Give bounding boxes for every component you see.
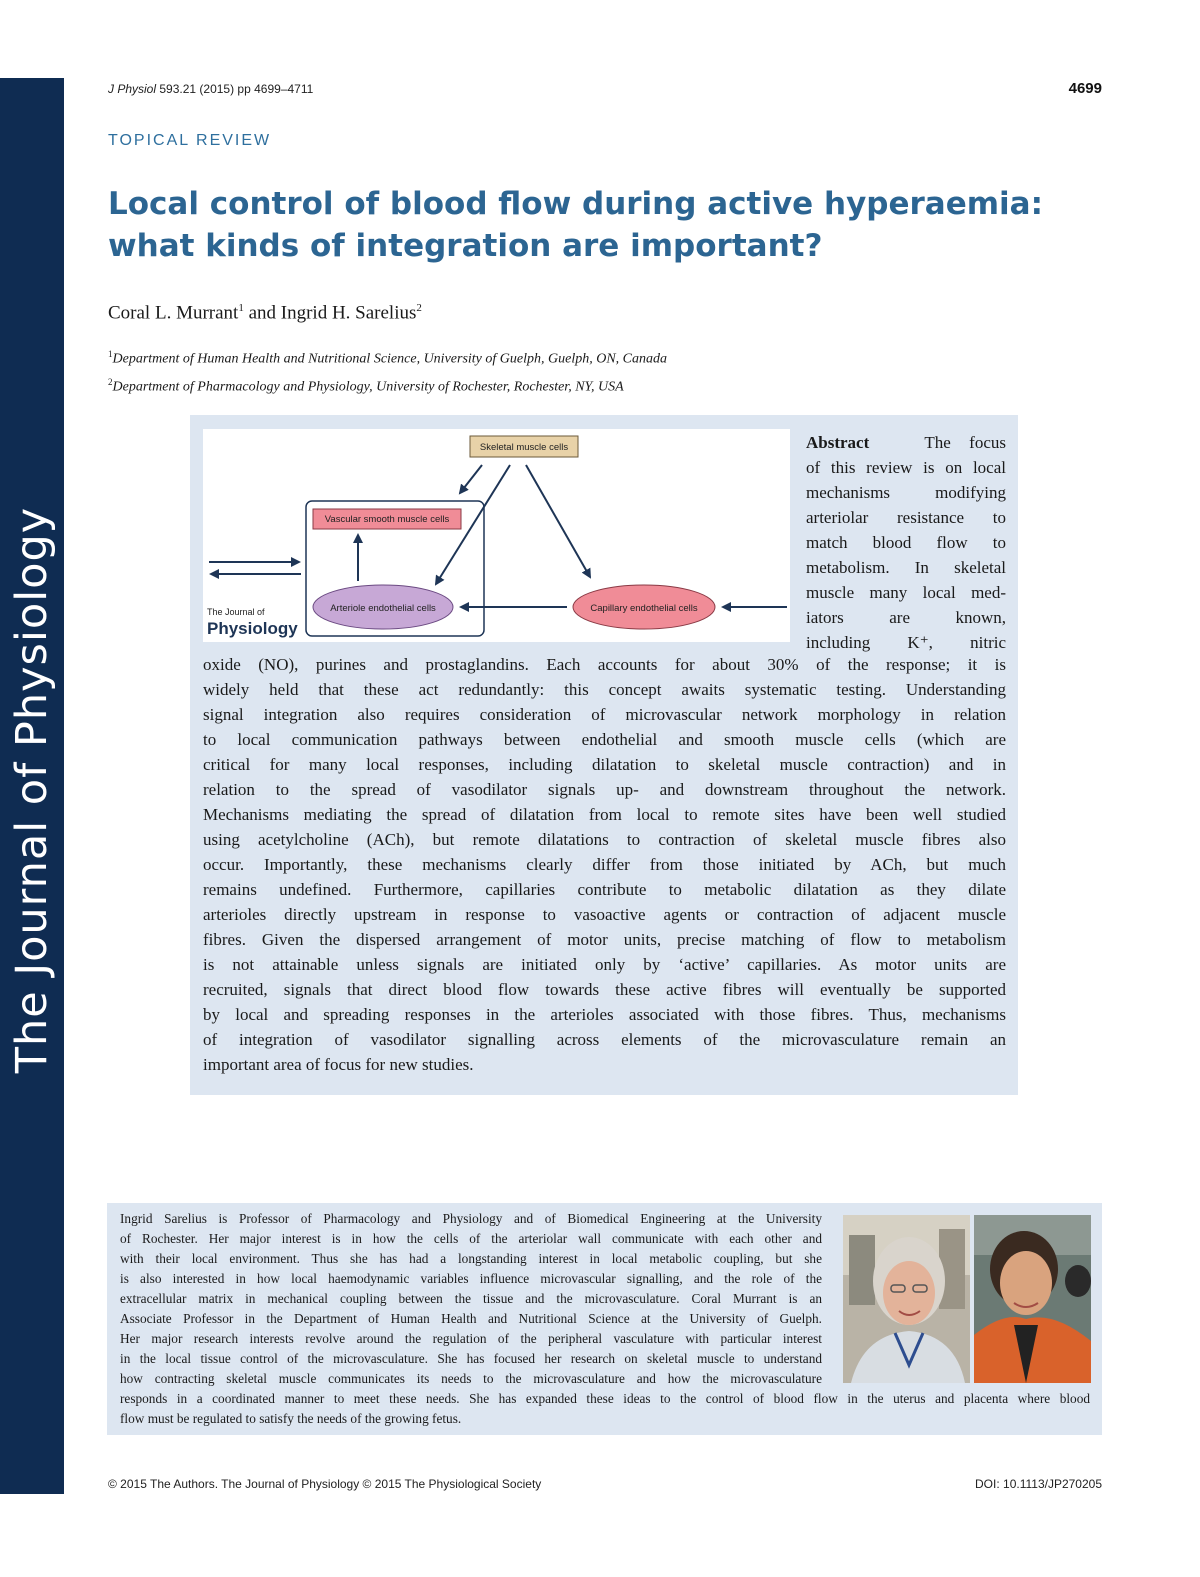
affiliations xyxy=(108,343,667,398)
copyright-notice: © 2015 The Authors. The Journal of Physiology © 2015 The Physiological Society xyxy=(108,1477,542,1491)
affiliation-text: Department of Pharmacology and Physiology, University of Rochester, Rochester, NY, USA xyxy=(112,379,624,395)
bio-line: of Rochester. Her major interest is in how the cells of the arteriolar wall communicate with each other and xyxy=(120,1231,822,1246)
abstract-line: mechanisms modifying xyxy=(806,483,1006,502)
abstract-line: recruited, signals that direct blood flow towards these active fibres will eventually be supported xyxy=(203,980,1006,999)
author-list xyxy=(108,302,422,324)
author-name: Coral L. Murrant xyxy=(108,302,239,324)
abstract-line: metabolism. In skeletal xyxy=(806,558,1006,577)
abstract-line: iators are known, xyxy=(806,608,1006,627)
journal-abbrev: J Physiol xyxy=(108,82,157,96)
arrow-skeletal-to-capillary xyxy=(526,465,590,577)
abstract-line: of this review is on local xyxy=(806,458,1006,477)
figure-diagram xyxy=(203,429,790,642)
abstract-line: occur. Importantly, these mechanisms clearly differ from those initiated by ACh, but much xyxy=(203,855,1006,874)
abstract-line: is not attainable unless signals are initiated only by ‘active’ capillaries. As motor units are xyxy=(203,955,1006,974)
article-title: Local control of blood flow during active hyperaemia: what kinds of integration are important? xyxy=(108,186,1043,264)
bio-line: Her major research interests revolve around the regulation of the peripheral vasculature with particular interest xyxy=(120,1331,822,1346)
abstract-line: Mechanisms mediating the spread of dilatation from local to remote sites have been well studied xyxy=(203,805,1006,824)
author-bio-text xyxy=(120,1209,1090,1429)
vascular-smooth-muscle-label: Vascular smooth muscle cells xyxy=(324,514,450,525)
abstract-line: relation to the spread of vasodilator signals up- and downstream throughout the network. xyxy=(203,780,1006,799)
bio-line: responds in a coordinated manner to meet these needs. She has expanded these ideas to the control of blood flow in the uterus and placenta where blood xyxy=(120,1391,1090,1406)
abstract-line: oxide (NO), purines and prostaglandins. Each accounts for about 30% of the response; it is xyxy=(203,655,1006,674)
abstract-label: Abstract xyxy=(806,433,870,452)
abstract-line: using acetylcholine (ACh), but remote dilatations to contraction of skeletal muscle fibres also xyxy=(203,830,1006,849)
abstract-line: arteriolar resistance to xyxy=(806,508,1006,527)
affiliation-sup: 1 xyxy=(108,349,113,359)
page-number: 4699 xyxy=(1068,80,1102,97)
abstract-line: including K⁺, nitric xyxy=(806,633,1006,652)
bio-line: flow must be regulated to satisfy the needs of the growing fetus. xyxy=(120,1411,462,1426)
bio-line: how contracting skeletal muscle communicates its needs to the microvasculature and how the microvasculature xyxy=(120,1371,822,1386)
author-affil-sup: 2 xyxy=(416,302,422,314)
author-name: Ingrid H. Sarelius xyxy=(280,302,417,324)
section-label: TOPICAL REVIEW xyxy=(108,132,272,149)
journal-side-title: The Journal of Physiology xyxy=(7,506,57,1074)
abstract-line-text: The focus xyxy=(924,433,1006,452)
doi-link[interactable]: DOI: 10.1113/JP270205 xyxy=(975,1477,1102,1491)
arrow-skeletal-to-vascular xyxy=(460,465,482,493)
skeletal-muscle-label: Skeletal muscle cells xyxy=(479,442,569,453)
bio-line: Associate Professor in the Department of Human Health and Nutritional Science at the University of Guelph. xyxy=(120,1311,822,1326)
abstract-line: of integration of vasodilator signalling across elements of the microvasculature remain an xyxy=(203,1030,1006,1049)
abstract-line: to local communication pathways between endothelial and smooth muscle cells (which are xyxy=(203,730,1006,749)
capillary-endothelial-label: Capillary endothelial cells xyxy=(590,603,698,614)
affiliation-line xyxy=(108,371,667,399)
abstract-line: fibres. Given the dispersed arrangement of motor units, precise matching of flow to metabolism xyxy=(203,930,1006,949)
bio-line: with their local environment. Thus she has had a longstanding interest in local metabolic coupling, but she xyxy=(120,1251,822,1266)
abstract-line: important area of focus for new studies. xyxy=(203,1055,474,1074)
bio-line: extracellular matrix in mechanical coupling between the tissue and the microvasculature. Coral Murrant is an xyxy=(120,1291,822,1306)
abstract-line: remains undefined. Furthermore, capillaries contribute to metabolic dilatation as they dilate xyxy=(203,880,1006,899)
abstract-line: critical for many local responses, including dilatation to skeletal muscle contraction) and in xyxy=(203,755,1006,774)
abstract-line: match blood flow to xyxy=(806,533,1006,552)
citation: 593.21 (2015) pp 4699–4711 xyxy=(156,82,314,96)
abstract-body xyxy=(203,652,1006,1077)
abstract-line xyxy=(806,430,1006,455)
abstract-line: by local and spreading responses in the arterioles associated with those fibres. Thus, mechanisms xyxy=(203,1005,1006,1024)
abstract-line: signal integration also requires consideration of microvascular network morphology in relation xyxy=(203,705,1006,724)
journal-logo-large: Physiology xyxy=(207,619,298,638)
bio-line: in the local tissue control of the microvasculature. She has focused her research on skeletal muscle to understand xyxy=(120,1351,822,1366)
arteriole-endothelial-label: Arteriole endothelial cells xyxy=(330,603,436,614)
abstract-line: arterioles directly upstream in response to vasoactive agents or contraction of adjacent muscle xyxy=(203,905,1006,924)
abstract-wrap-text xyxy=(806,430,1006,655)
running-head xyxy=(108,82,313,96)
affiliation-text: Department of Human Health and Nutritional Science, University of Guelph, Guelph, ON, Canada xyxy=(112,351,667,367)
affiliation-line xyxy=(108,343,667,371)
affiliation-sup: 2 xyxy=(108,376,113,387)
abstract-line: widely held that these act redundantly: this concept awaits systematic testing. Understanding xyxy=(203,680,1006,699)
bio-line: is also interested in how local haemodynamic variables influence microvascular signalling, and the role of the xyxy=(120,1271,822,1286)
abstract-figure xyxy=(203,429,790,642)
author-affil-sup: 1 xyxy=(238,302,244,314)
author-connector: and xyxy=(243,302,281,324)
abstract-line: muscle many local med- xyxy=(806,583,1006,602)
bio-line: Ingrid Sarelius is Professor of Pharmacology and Physiology and of Biomedical Engineering at the University xyxy=(120,1211,822,1226)
journal-logo-small: The Journal of xyxy=(207,607,265,617)
